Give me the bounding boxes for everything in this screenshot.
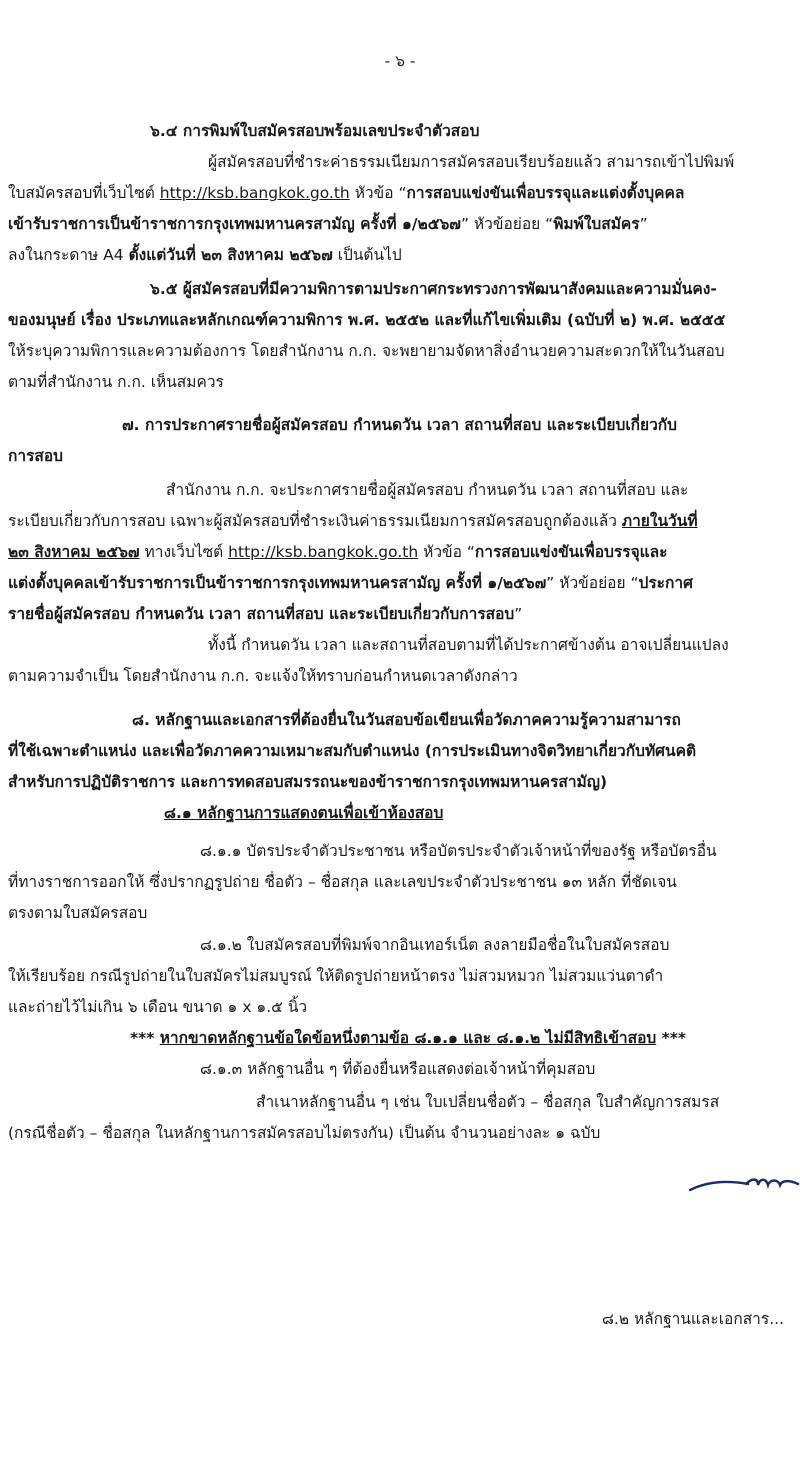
item-8-1-2-line-2: ให้เรียบร้อย กรณีรูปถ่ายในใบสมัครไม่สมบูรณ์ ให้ติดรูปถ่ายหน้าตรง ไม่สวมหมวก ไม่สวมแว่นตาดำ — [8, 967, 664, 985]
section-7-heading-1: ๗. การประกาศรายชื่อผู้สมัครสอบ กำหนดวัน เวลา สถานที่สอบ และระเบียบเกี่ยวกับ — [122, 416, 678, 434]
section-6-5-line-2: ของมนุษย์ เรื่อง ประเภทและหลักเกณฑ์ความพิการ พ.ศ. ๒๕๕๒ และที่แก้ไขเพิ่มเติม (ฉบับที่ ๒) พ.ศ. ๒๕๕๕ — [8, 311, 726, 329]
section-6-4-line-4: ลงในกระดาษ A4 ตั้งแต่วันที่ ๒๓ สิงหาคม ๒๕๖๗ เป็นต้นไป — [8, 246, 402, 264]
section-7-para-1-line-5: รายชื่อผู้สมัครสอบ กำหนดวัน เวลา สถานที่สอบ และระเบียบเกี่ยวกับการสอบ” — [8, 605, 523, 623]
section-7-para-1-line-1: สำนักงาน ก.ก. จะประกาศรายชื่อผู้สมัครสอบ กำหนดวัน เวลา สถานที่สอบ และ — [166, 481, 689, 499]
section-7-para-2-line-1: ทั้งนี้ กำหนดวัน เวลา และสถานที่สอบตามที่ได้ประกาศข้างต้น อาจเปลี่ยนแปลง — [208, 636, 729, 654]
item-8-1-2-line-3: และถ่ายไว้ไม่เกิน ๖ เดือน ขนาด ๑ x ๑.๕ นิ้ว — [8, 998, 308, 1016]
item-8-1-3: ๘.๑.๓ หลักฐานอื่น ๆ ที่ต้องยื่นหรือแสดงต่อเจ้าหน้าที่คุมสอบ — [200, 1060, 596, 1078]
item-8-1-3-line-3: (กรณีชื่อตัว – ชื่อสกุล ในหลักฐานการสมัครสอบไม่ตรงกัน) เป็นต้น จำนวนอย่างละ ๑ ฉบับ — [8, 1124, 601, 1142]
page-number: - ๖ - — [384, 52, 416, 70]
section-8-heading-3: สำหรับการปฏิบัติราชการ และการทดสอบสมรรถนะของข้าราชการกรุงเทพมหานครสามัญ) — [8, 773, 608, 791]
item-8-1-2-line-1: ๘.๑.๒ ใบสมัครสอบที่พิมพ์จากอินเทอร์เน็ต ลงลายมือชื่อในใบสมัครสอบ — [200, 936, 670, 954]
section-8-1-heading: ๘.๑ หลักฐานการแสดงตนเพื่อเข้าห้องสอบ — [164, 804, 444, 822]
item-8-1-3-line-2: สำเนาหลักฐานอื่น ๆ เช่น ใบเปลี่ยนชื่อตัว – ชื่อสกุล ใบสำคัญการสมรส — [256, 1093, 720, 1111]
section-6-4-line-1: ผู้สมัครสอบที่ชำระค่าธรรมเนียมการสมัครสอบเรียบร้อยแล้ว สามารถเข้าไปพิมพ์ — [208, 153, 735, 171]
item-8-1-1-line-3: ตรงตามใบสมัครสอบ — [8, 904, 148, 922]
next-page-footer: ๘.๒ หลักฐานและเอกสาร... — [601, 1310, 784, 1328]
section-7-para-1-line-2: ระเบียบเกี่ยวกับการสอบ เฉพาะผู้สมัครสอบที่ชำระเงินค่าธรรมเนียมการสมัครสอบถูกต้องแล้ว ภายในวันที่ — [8, 512, 698, 530]
section-6-4-line-3: เข้ารับราชการเป็นข้าราชการกรุงเทพมหานครสามัญ ครั้งที่ ๑/๒๕๖๗” หัวข้อย่อย “พิมพ์ใบสมัคร” — [8, 215, 648, 233]
section-7-para-1-line-4: แต่งตั้งบุคคลเข้ารับราชการเป็นข้าราชการกรุงเทพมหานครสามัญ ครั้งที่ ๑/๒๕๖๗” หัวข้อย่อย “ประกาศ — [8, 574, 693, 592]
section-6-4-heading: ๖.๔ การพิมพ์ใบสมัครสอบพร้อมเลขประจำตัวสอบ — [150, 122, 480, 140]
website-link[interactable]: http://ksb.bangkok.go.th — [159, 184, 350, 202]
item-8-1-1-line-1: ๘.๑.๑ บัตรประจำตัวประชาชน หรือบัตรประจำตัวเจ้าหน้าที่ของรัฐ หรือบัตรอื่น — [200, 842, 717, 860]
signature-mark — [686, 1168, 800, 1200]
section-8-heading-1: ๘. หลักฐานและเอกสารที่ต้องยื่นในวันสอบข้อเขียนเพื่อวัดภาคความรู้ความสามารถ — [132, 711, 681, 729]
section-7-para-2-line-2: ตามความจำเป็น โดยสำนักงาน ก.ก. จะแจ้งให้ทราบก่อนกำหนดเวลาดังกล่าว — [8, 667, 518, 685]
section-6-4-line-2: ใบสมัครสอบที่เว็บไซต์ http://ksb.bangkok.go.th หัวข้อ “การสอบแข่งขันเพื่อบรรจุและแต่งตั้งบุคคล — [8, 184, 685, 202]
section-6-5-line-1: ๖.๕ ผู้สมัครสอบที่มีความพิการตามประกาศกระทรวงการพัฒนาสังคมและความมั่นคง- — [150, 280, 717, 298]
website-link[interactable]: http://ksb.bangkok.go.th — [228, 543, 419, 561]
warning-line: *** หากขาดหลักฐานข้อใดข้อหนึ่งตามข้อ ๘.๑.๑ และ ๘.๑.๒ ไม่มีสิทธิเข้าสอบ *** — [130, 1029, 686, 1047]
section-7-heading-2: การสอบ — [8, 447, 64, 465]
section-7-para-1-line-3: ๒๓ สิงหาคม ๒๕๖๗ ทางเว็บไซต์ http://ksb.bangkok.go.th หัวข้อ “การสอบแข่งขันเพื่อบรรจุและ — [8, 543, 668, 561]
section-6-5-line-4: ตามที่สำนักงาน ก.ก. เห็นสมควร — [8, 373, 224, 391]
section-8-heading-2: ที่ใช้เฉพาะตำแหน่ง และเพื่อวัดภาคความเหมาะสมกับตำแหน่ง (การประเมินทางจิตวิทยาเกี่ยวกับทัศนคติ — [8, 742, 697, 760]
item-8-1-1-line-2: ที่ทางราชการออกให้ ซึ่งปรากฏรูปถ่าย ชื่อตัว – ชื่อสกุล และเลขประจำตัวประชาชน ๑๓ หลัก ที่ชัดเจน — [8, 873, 677, 891]
section-6-5-line-3: ให้ระบุความพิการและความต้องการ โดยสำนักงาน ก.ก. จะพยายามจัดหาสิ่งอำนวยความสะดวกให้ในวันสอบ — [8, 342, 725, 360]
